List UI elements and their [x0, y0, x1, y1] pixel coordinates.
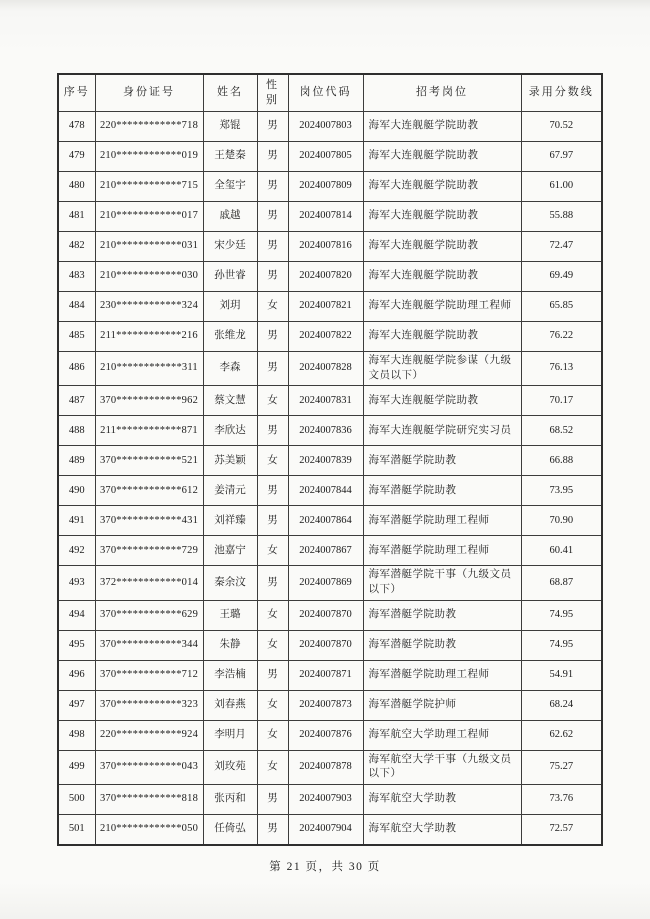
- cell-no: 482: [58, 232, 95, 262]
- admission-score-table: [57, 73, 603, 846]
- cell-id: 210************030: [95, 262, 203, 292]
- table-row: [58, 202, 602, 232]
- cell-no: 496: [58, 660, 95, 690]
- cell-name: 李欣达: [203, 416, 257, 446]
- column-header-3: 性别: [257, 74, 288, 112]
- cell-gender: 男: [257, 660, 288, 690]
- cell-id: 370************818: [95, 785, 203, 815]
- table-row: [58, 172, 602, 202]
- table-row: [58, 476, 602, 506]
- cell-no: 480: [58, 172, 95, 202]
- cell-name: 王楚秦: [203, 142, 257, 172]
- cell-score: 61.00: [521, 172, 602, 202]
- cell-position: 海军大连舰艇学院参谋（九级文员以下）: [363, 352, 521, 386]
- cell-score: 68.87: [521, 566, 602, 600]
- cell-name: 刘祥臻: [203, 506, 257, 536]
- cell-no: 499: [58, 750, 95, 784]
- table-row: [58, 232, 602, 262]
- cell-name: 刘玫苑: [203, 750, 257, 784]
- cell-id: 220************924: [95, 720, 203, 750]
- table-row: [58, 600, 602, 630]
- cell-position: 海军潜艇学院助理工程师: [363, 660, 521, 690]
- cell-score: 75.27: [521, 750, 602, 784]
- cell-name: 张丙和: [203, 785, 257, 815]
- cell-name: 李明月: [203, 720, 257, 750]
- cell-id: 370************043: [95, 750, 203, 784]
- cell-no: 478: [58, 112, 95, 142]
- table-row: [58, 386, 602, 416]
- cell-score: 60.41: [521, 536, 602, 566]
- cell-gender: 女: [257, 750, 288, 784]
- cell-score: 72.47: [521, 232, 602, 262]
- cell-id: 210************311: [95, 352, 203, 386]
- cell-code: 2024007864: [288, 506, 363, 536]
- cell-position: 海军大连舰艇学院研究实习员: [363, 416, 521, 446]
- cell-no: 491: [58, 506, 95, 536]
- cell-gender: 男: [257, 232, 288, 262]
- cell-position: 海军潜艇学院助教: [363, 630, 521, 660]
- cell-position: 海军大连舰艇学院助理工程师: [363, 292, 521, 322]
- cell-id: 370************323: [95, 690, 203, 720]
- cell-position: 海军大连舰艇学院助教: [363, 142, 521, 172]
- cell-code: 2024007873: [288, 690, 363, 720]
- table-row: [58, 690, 602, 720]
- cell-id: 210************031: [95, 232, 203, 262]
- cell-id: 370************344: [95, 630, 203, 660]
- cell-id: 210************019: [95, 142, 203, 172]
- cell-name: 张维龙: [203, 322, 257, 352]
- table-body: [58, 112, 602, 846]
- cell-position: 海军大连舰艇学院助教: [363, 322, 521, 352]
- cell-code: 2024007831: [288, 386, 363, 416]
- cell-score: 70.52: [521, 112, 602, 142]
- cell-position: 海军潜艇学院护师: [363, 690, 521, 720]
- cell-no: 493: [58, 566, 95, 600]
- cell-position: 海军潜艇学院助教: [363, 476, 521, 506]
- cell-gender: 男: [257, 262, 288, 292]
- table-row: [58, 660, 602, 690]
- cell-gender: 女: [257, 630, 288, 660]
- cell-id: 370************629: [95, 600, 203, 630]
- cell-position: 海军大连舰艇学院助教: [363, 202, 521, 232]
- cell-id: 211************871: [95, 416, 203, 446]
- cell-position: 海军大连舰艇学院助教: [363, 172, 521, 202]
- column-header-0: 序号: [58, 74, 95, 112]
- cell-gender: 女: [257, 536, 288, 566]
- table-row: [58, 322, 602, 352]
- cell-score: 66.88: [521, 446, 602, 476]
- cell-code: 2024007870: [288, 630, 363, 660]
- cell-position: 海军潜艇学院助理工程师: [363, 536, 521, 566]
- column-header-1: 身份证号: [95, 74, 203, 112]
- cell-code: 2024007814: [288, 202, 363, 232]
- cell-gender: 男: [257, 785, 288, 815]
- cell-no: 489: [58, 446, 95, 476]
- cell-score: 76.13: [521, 352, 602, 386]
- cell-score: 74.95: [521, 630, 602, 660]
- cell-name: 刘春燕: [203, 690, 257, 720]
- cell-name: 郑锟: [203, 112, 257, 142]
- cell-gender: 男: [257, 352, 288, 386]
- cell-name: 孙世睿: [203, 262, 257, 292]
- cell-gender: 女: [257, 720, 288, 750]
- cell-score: 73.95: [521, 476, 602, 506]
- cell-id: 220************718: [95, 112, 203, 142]
- cell-code: 2024007871: [288, 660, 363, 690]
- cell-no: 485: [58, 322, 95, 352]
- cell-name: 池嘉宁: [203, 536, 257, 566]
- cell-position: 海军航空大学助教: [363, 785, 521, 815]
- cell-position: 海军航空大学干事（九级文员以下）: [363, 750, 521, 784]
- cell-code: 2024007805: [288, 142, 363, 172]
- cell-no: 481: [58, 202, 95, 232]
- cell-gender: 男: [257, 476, 288, 506]
- cell-no: 486: [58, 352, 95, 386]
- cell-gender: 男: [257, 322, 288, 352]
- cell-score: 67.97: [521, 142, 602, 172]
- cell-score: 68.24: [521, 690, 602, 720]
- table-row: [58, 292, 602, 322]
- cell-position: 海军大连舰艇学院助教: [363, 386, 521, 416]
- cell-score: 76.22: [521, 322, 602, 352]
- cell-no: 487: [58, 386, 95, 416]
- table-row: [58, 416, 602, 446]
- cell-no: 500: [58, 785, 95, 815]
- table-row: [58, 630, 602, 660]
- cell-score: 73.76: [521, 785, 602, 815]
- cell-gender: 男: [257, 172, 288, 202]
- cell-id: 210************017: [95, 202, 203, 232]
- cell-score: 70.17: [521, 386, 602, 416]
- cell-code: 2024007903: [288, 785, 363, 815]
- cell-code: 2024007904: [288, 815, 363, 846]
- cell-no: 490: [58, 476, 95, 506]
- table-row: [58, 815, 602, 846]
- cell-gender: 男: [257, 815, 288, 846]
- cell-code: 2024007803: [288, 112, 363, 142]
- cell-name: 戚越: [203, 202, 257, 232]
- cell-gender: 男: [257, 202, 288, 232]
- cell-score: 65.85: [521, 292, 602, 322]
- table-row: [58, 750, 602, 784]
- page-number-footer: 第 21 页，共 30 页: [269, 861, 381, 873]
- cell-code: 2024007828: [288, 352, 363, 386]
- cell-no: 484: [58, 292, 95, 322]
- cell-score: 74.95: [521, 600, 602, 630]
- cell-no: 494: [58, 600, 95, 630]
- cell-code: 2024007816: [288, 232, 363, 262]
- cell-no: 479: [58, 142, 95, 172]
- cell-score: 70.90: [521, 506, 602, 536]
- column-header-2: 姓名: [203, 74, 257, 112]
- cell-score: 54.91: [521, 660, 602, 690]
- cell-name: 苏美颖: [203, 446, 257, 476]
- cell-gender: 男: [257, 506, 288, 536]
- cell-id: 370************962: [95, 386, 203, 416]
- table-row: [58, 785, 602, 815]
- cell-id: 230************324: [95, 292, 203, 322]
- table-row: [58, 352, 602, 386]
- cell-code: 2024007869: [288, 566, 363, 600]
- cell-id: 370************612: [95, 476, 203, 506]
- cell-score: 55.88: [521, 202, 602, 232]
- cell-name: 任倚弘: [203, 815, 257, 846]
- cell-code: 2024007839: [288, 446, 363, 476]
- cell-gender: 男: [257, 142, 288, 172]
- cell-code: 2024007821: [288, 292, 363, 322]
- cell-name: 王璐: [203, 600, 257, 630]
- cell-name: 朱静: [203, 630, 257, 660]
- cell-id: 210************715: [95, 172, 203, 202]
- table-row: [58, 536, 602, 566]
- cell-gender: 男: [257, 416, 288, 446]
- cell-position: 海军潜艇学院干事（九级文员以下）: [363, 566, 521, 600]
- cell-score: 68.52: [521, 416, 602, 446]
- cell-code: 2024007822: [288, 322, 363, 352]
- cell-code: 2024007844: [288, 476, 363, 506]
- cell-no: 483: [58, 262, 95, 292]
- table-row: [58, 112, 602, 142]
- cell-position: 海军航空大学助教: [363, 815, 521, 846]
- cell-gender: 女: [257, 292, 288, 322]
- cell-no: 492: [58, 536, 95, 566]
- cell-position: 海军大连舰艇学院助教: [363, 262, 521, 292]
- cell-id: 370************431: [95, 506, 203, 536]
- column-header-6: 录用分数线: [521, 74, 602, 112]
- cell-code: 2024007836: [288, 416, 363, 446]
- cell-position: 海军潜艇学院助理工程师: [363, 506, 521, 536]
- table-row: [58, 566, 602, 600]
- cell-position: 海军航空大学助理工程师: [363, 720, 521, 750]
- cell-id: 210************050: [95, 815, 203, 846]
- cell-score: 72.57: [521, 815, 602, 846]
- table-row: [58, 262, 602, 292]
- cell-gender: 女: [257, 690, 288, 720]
- table-row: [58, 446, 602, 476]
- table-row: [58, 142, 602, 172]
- cell-score: 62.62: [521, 720, 602, 750]
- cell-code: 2024007820: [288, 262, 363, 292]
- cell-code: 2024007878: [288, 750, 363, 784]
- cell-no: 497: [58, 690, 95, 720]
- cell-code: 2024007876: [288, 720, 363, 750]
- cell-score: 69.49: [521, 262, 602, 292]
- cell-gender: 女: [257, 386, 288, 416]
- cell-no: 495: [58, 630, 95, 660]
- cell-name: 全玺宇: [203, 172, 257, 202]
- cell-position: 海军大连舰艇学院助教: [363, 112, 521, 142]
- cell-id: 211************216: [95, 322, 203, 352]
- table-header-row: [58, 74, 602, 112]
- cell-id: 370************729: [95, 536, 203, 566]
- cell-name: 刘玥: [203, 292, 257, 322]
- cell-gender: 女: [257, 446, 288, 476]
- cell-id: 372************014: [95, 566, 203, 600]
- cell-no: 501: [58, 815, 95, 846]
- cell-name: 姜清元: [203, 476, 257, 506]
- cell-name: 秦余汶: [203, 566, 257, 600]
- cell-gender: 女: [257, 600, 288, 630]
- cell-name: 蔡文慧: [203, 386, 257, 416]
- cell-name: 李浩楠: [203, 660, 257, 690]
- cell-id: 370************521: [95, 446, 203, 476]
- cell-code: 2024007867: [288, 536, 363, 566]
- cell-position: 海军大连舰艇学院助教: [363, 232, 521, 262]
- cell-code: 2024007809: [288, 172, 363, 202]
- cell-position: 海军潜艇学院助教: [363, 446, 521, 476]
- table-row: [58, 506, 602, 536]
- column-header-5: 招考岗位: [363, 74, 521, 112]
- cell-gender: 男: [257, 566, 288, 600]
- cell-no: 488: [58, 416, 95, 446]
- cell-name: 李森: [203, 352, 257, 386]
- cell-position: 海军潜艇学院助教: [363, 600, 521, 630]
- cell-name: 宋少廷: [203, 232, 257, 262]
- cell-code: 2024007870: [288, 600, 363, 630]
- table-row: [58, 720, 602, 750]
- cell-no: 498: [58, 720, 95, 750]
- column-header-4: 岗位代码: [288, 74, 363, 112]
- cell-id: 370************712: [95, 660, 203, 690]
- cell-gender: 男: [257, 112, 288, 142]
